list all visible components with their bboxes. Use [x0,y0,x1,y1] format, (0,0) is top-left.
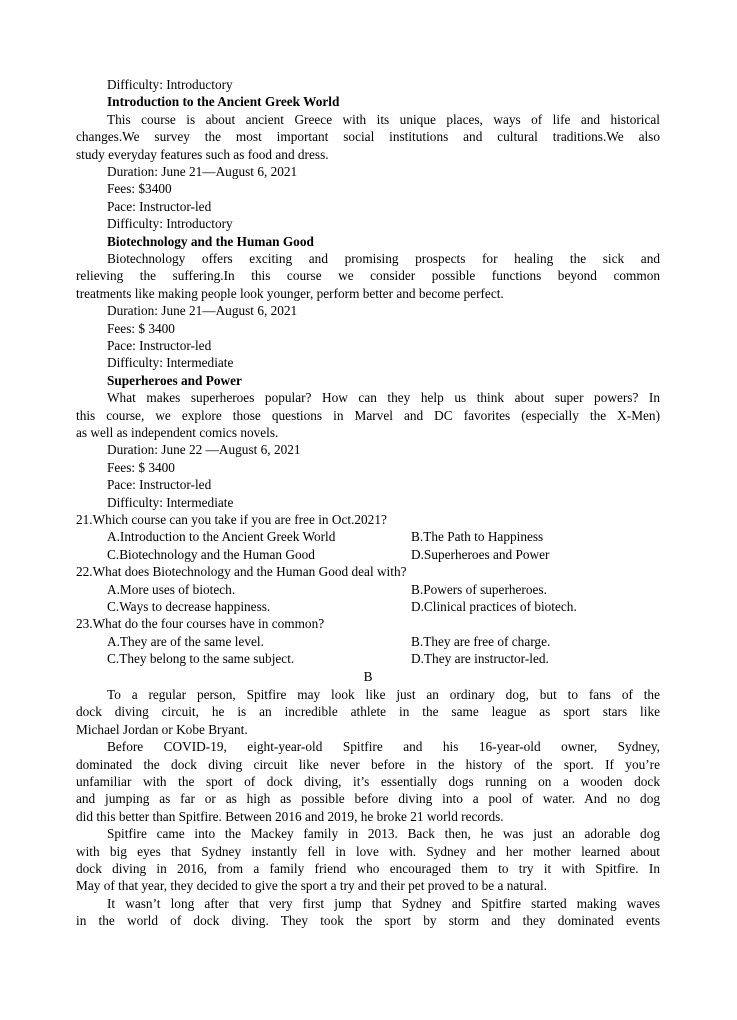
course-desc-line: Biotechnology offers exciting and promising prospects for healing the sick and [107,251,660,266]
option-b: B.The Path to Happiness [411,529,544,545]
course-difficulty: Difficulty: Intermediate [107,355,234,371]
passage-line: Michael Jordan or Kobe Bryant. [76,721,248,737]
question-options-row [107,633,660,650]
passage-line: dock diving in 2016, from a family friend who encouraged them to try it with Spitfire. In [76,861,660,876]
option-d: D.Superheroes and Power [411,546,550,562]
course-pace: Pace: Instructor-led [107,477,212,493]
option-b: B.They are free of charge. [411,633,551,649]
passage-line: in the world of dock diving. They took the sport by storm and they dominated events [76,913,660,929]
passage-line: did this better than Spitfire. Between 2016 and 2019, he broke 21 world records. [76,808,504,824]
passage-line: It wasn’t long after that very first jump that Sydney and Spitfire started making waves [107,895,660,911]
course-fees: Fees: $ 3400 [107,320,175,336]
question-options-row [107,581,660,598]
course-title-superheroes: Superheroes and Power [107,372,242,388]
course-desc-line: What makes superheroes popular? How can they help us think about super powers? In [107,390,660,406]
passage-line: dominated the dock diving circuit like never before in the history of the sport. If you’re [76,756,660,772]
course-duration: Duration: June 22 —August 6, 2021 [107,442,301,458]
option-c: C.Ways to decrease happiness. [107,599,271,614]
option-d: D.Clinical practices of biotech. [411,599,577,614]
passage-line: Spitfire came into the Mackey family in 2013. Back then, he was just an adorable dog [107,826,660,842]
passage-line: May of that year, they decided to give the sport a try and their pet proved to be a natural. [76,878,547,894]
option-a: A.Introduction to the Ancient Greek World [107,529,336,545]
option-d: D.They are instructor-led. [411,651,549,667]
question-stem: 21.Which course can you take if you are free in Oct.2021? [76,512,387,527]
question-stem: 22.What does Biotechnology and the Human Good deal with? [76,564,407,580]
course-desc-line: changes.We survey the most important social institutions and cultural traditions.We also [76,129,660,145]
question-options-row [107,650,660,667]
course-desc-line: treatments like making people look younger, perform better and become perfect. [76,285,504,301]
course-desc-line: study everyday features such as food and dress. [76,146,329,162]
passage-line: To a regular person, Spitfire may look like just an ordinary dog, but to fans of the [107,687,660,702]
course-difficulty: Difficulty: Intermediate [107,494,234,510]
option-c: C.Biotechnology and the Human Good [107,546,315,562]
question-options-row [107,528,660,545]
course-duration: Duration: June 21—August 6, 2021 [107,303,298,319]
course-fees: Fees: $3400 [107,181,172,197]
course-duration: Duration: June 21—August 6, 2021 [107,164,298,179]
question-stem: 23.What do the four courses have in common? [76,616,325,632]
option-c: C.They belong to the same subject. [107,651,295,667]
passage-line: and jumping as far or as high as possible before diving into a pool of water. And no dog [76,791,660,807]
passage-line: unfamiliar with the sport of dock diving, it’s essentially dogs running on a wooden dock [76,774,660,789]
course-title-biotech: Biotechnology and the Human Good [107,233,314,249]
question-options-row [107,546,660,563]
course-difficulty: Difficulty: Introductory [107,216,233,232]
passage-line: with big eyes that Sydney instantly fell in love with. Sydney and her mother learned about [76,843,660,859]
difficulty-line: Difficulty: Introductory [107,77,233,92]
question-options-row [107,598,660,615]
course-fees: Fees: $ 3400 [107,459,175,475]
option-b: B.Powers of superheroes. [411,581,547,597]
course-pace: Pace: Instructor-led [107,198,212,214]
course-desc-line: as well as independent comics novels. [76,425,279,440]
course-desc-line: this course, we explore those questions in Marvel and DC favorites (especially the X-Men) [76,407,660,423]
passage-line: Before COVID-19, eight-year-old Spitfire and his 16-year-old owner, Sydney, [107,739,660,755]
section-label: B [363,668,373,684]
course-desc-line: relieving the suffering.In this course we consider possible functions beyond common [76,268,660,284]
option-a: A.More uses of biotech. [107,581,236,597]
passage-line: dock diving circuit, he is an incredible athlete in the same league as sport stars like [76,704,660,720]
option-a: A.They are of the same level. [107,633,264,649]
course-title-greek: Introduction to the Ancient Greek World [107,94,340,110]
course-desc-line: This course is about ancient Greece with its unique places, ways of life and historical [107,111,660,127]
course-pace: Pace: Instructor-led [107,338,212,353]
